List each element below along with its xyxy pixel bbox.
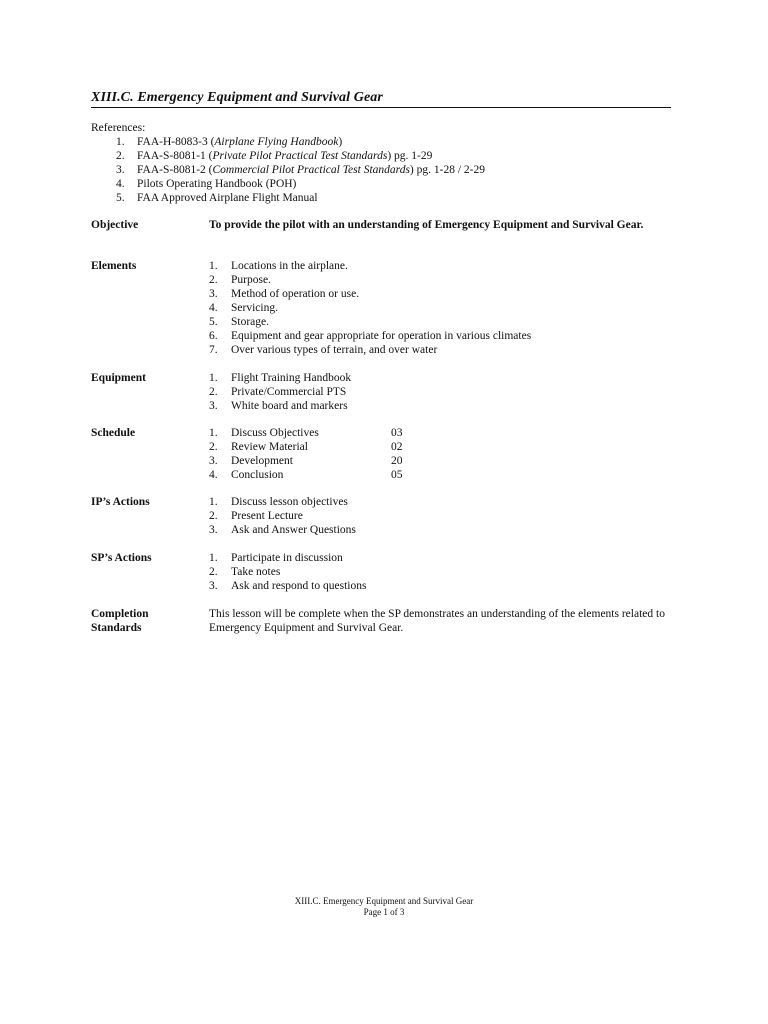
reference-item <box>91 135 691 149</box>
elements-label: Elements <box>91 260 137 272</box>
reference-title: Airplane Flying Handbook <box>214 136 339 148</box>
element-text: Equipment and gear appropriate for operation in various climates <box>231 330 532 342</box>
element-text: Over various types of terrain, and over water <box>231 344 438 356</box>
equipment-item <box>209 399 691 413</box>
reference-item <box>91 191 691 205</box>
reference-text: FAA-S-8081-2 (Commercial Pilot Practical Test Standards) pg. 1-28 / 2-29 <box>137 164 485 176</box>
schedule-number: 1. <box>209 427 218 439</box>
equipment-item <box>209 385 691 399</box>
schedule-minutes: 20 <box>391 455 403 467</box>
elements-list <box>209 259 691 357</box>
page-footer <box>0 896 768 918</box>
references-list <box>91 135 691 205</box>
sp-actions-list <box>209 551 691 593</box>
schedule-list <box>209 426 691 482</box>
completion-label <box>91 607 209 635</box>
equipment-section <box>91 371 691 413</box>
element-number: 6. <box>209 330 218 342</box>
element-text: Locations in the airplane. <box>231 260 348 272</box>
equipment-item <box>209 371 691 385</box>
element-item <box>209 273 691 287</box>
element-text: Purpose. <box>231 274 271 286</box>
element-number: 4. <box>209 302 218 314</box>
ip-action-text: Ask and Answer Questions <box>231 524 356 536</box>
document-title: XIII.C. Emergency Equipment and Survival Gear <box>91 90 671 108</box>
sp-action-text: Take notes <box>231 566 281 578</box>
equipment-number: 2. <box>209 386 218 398</box>
ip-action-text: Present Lecture <box>231 510 303 522</box>
reference-title: Commercial Pilot Practical Test Standards <box>212 164 410 176</box>
ip-actions-section <box>91 495 691 537</box>
schedule-text: Discuss Objectives <box>231 427 319 439</box>
objective-section <box>91 218 691 232</box>
equipment-text: White board and markers <box>231 400 348 412</box>
sp-actions-label: SP’s Actions <box>91 552 152 564</box>
reference-item <box>91 149 691 163</box>
schedule-item <box>209 468 691 482</box>
element-number: 5. <box>209 316 218 328</box>
element-text: Servicing. <box>231 302 278 314</box>
schedule-text: Review Material <box>231 441 308 453</box>
reference-text: Pilots Operating Handbook (POH) <box>137 178 297 190</box>
completion-section <box>91 607 691 635</box>
element-number: 7. <box>209 344 218 356</box>
element-item <box>209 329 691 343</box>
element-text: Storage. <box>231 316 270 328</box>
ip-action-item <box>209 523 691 537</box>
sp-action-item <box>209 551 691 565</box>
equipment-list <box>209 371 691 413</box>
reference-item <box>91 177 691 191</box>
sp-action-item <box>209 579 691 593</box>
ip-action-number: 1. <box>209 496 218 508</box>
completion-label-line1: Completion <box>91 608 149 620</box>
sp-action-number: 2. <box>209 566 218 578</box>
reference-title: Private Pilot Practical Test Standards <box>212 150 388 162</box>
element-item <box>209 301 691 315</box>
ip-action-number: 3. <box>209 524 218 536</box>
sp-action-text: Participate in discussion <box>231 552 343 564</box>
objective-label: Objective <box>91 219 139 231</box>
reference-number: 3. <box>116 164 125 176</box>
schedule-number: 3. <box>209 455 218 467</box>
equipment-label: Equipment <box>91 372 146 384</box>
reference-number: 4. <box>116 178 125 190</box>
objective-text: To provide the pilot with an understanding of Emergency Equipment and Survival Gear. <box>209 219 644 231</box>
schedule-minutes: 03 <box>391 427 403 439</box>
element-number: 1. <box>209 260 218 272</box>
element-number: 2. <box>209 274 218 286</box>
schedule-minutes: 05 <box>391 469 403 481</box>
ip-actions-label: IP’s Actions <box>91 496 150 508</box>
footer-page-number: Page 1 of 3 <box>363 907 405 917</box>
ip-action-item <box>209 509 691 523</box>
ip-actions-list <box>209 495 691 537</box>
element-text: Method of operation or use. <box>231 288 360 300</box>
reference-text: FAA-S-8081-1 (Private Pilot Practical Test Standards) pg. 1-29 <box>137 150 433 162</box>
reference-text: FAA Approved Airplane Flight Manual <box>137 192 318 204</box>
reference-number: 5. <box>116 192 125 204</box>
sp-actions-section <box>91 551 691 593</box>
sp-action-number: 3. <box>209 580 218 592</box>
elements-section <box>91 259 691 357</box>
ip-action-item <box>209 495 691 509</box>
schedule-item <box>209 426 691 440</box>
schedule-number: 4. <box>209 469 218 481</box>
schedule-text: Development <box>231 455 293 467</box>
schedule-number: 2. <box>209 441 218 453</box>
schedule-minutes: 02 <box>391 441 403 453</box>
completion-label-line2: Standards <box>91 622 142 634</box>
completion-text: This lesson will be complete when the SP demonstrates an understanding of the elements related to Emergency Equipment and Survival Gear. <box>209 608 665 634</box>
schedule-item <box>209 440 691 454</box>
element-item <box>209 287 691 301</box>
equipment-text: Private/Commercial PTS <box>231 386 347 398</box>
reference-number: 1. <box>116 136 125 148</box>
ip-action-number: 2. <box>209 510 218 522</box>
footer-title: XIII.C. Emergency Equipment and Survival Gear <box>294 896 474 906</box>
schedule-item <box>209 454 691 468</box>
schedule-text: Conclusion <box>231 469 284 481</box>
reference-text: FAA-H-8083-3 (Airplane Flying Handbook) <box>137 136 343 148</box>
schedule-section <box>91 426 691 482</box>
ip-action-text: Discuss lesson objectives <box>231 496 348 508</box>
element-number: 3. <box>209 288 218 300</box>
references-heading: References: <box>91 122 146 134</box>
reference-number: 2. <box>116 150 125 162</box>
element-item <box>209 259 691 273</box>
sp-action-number: 1. <box>209 552 218 564</box>
equipment-number: 3. <box>209 400 218 412</box>
reference-item <box>91 163 691 177</box>
schedule-label: Schedule <box>91 427 136 439</box>
equipment-number: 1. <box>209 372 218 384</box>
equipment-text: Flight Training Handbook <box>231 372 352 384</box>
sp-action-item <box>209 565 691 579</box>
references-block <box>91 121 691 205</box>
element-item <box>209 315 691 329</box>
sp-action-text: Ask and respond to questions <box>231 580 367 592</box>
element-item <box>209 343 691 357</box>
